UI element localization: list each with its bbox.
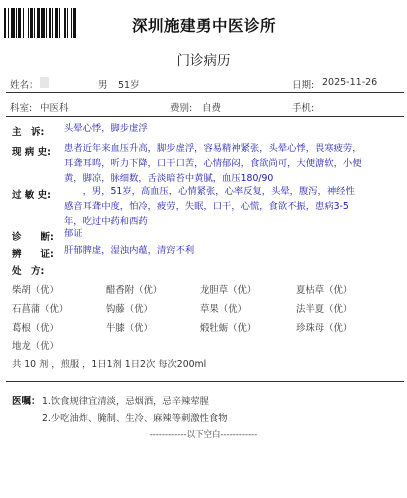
advice-label: 医嘱：: [12, 396, 41, 407]
present-illness-label: 现 病 史:: [12, 147, 51, 158]
patient-name-label: 姓名：: [10, 80, 39, 91]
herb-item: 煅牡蛎（优）: [200, 323, 257, 334]
present-illness-line: 黄，脚凉，脉细数，舌淡暗苔中黄腻，血压180/90: [64, 173, 274, 184]
herb-item: 柴胡（优）: [12, 285, 59, 296]
herb-item: 地龙（优）: [12, 341, 59, 352]
allergy-history-line: 感音耳聋中度，怕冷，疲劳，失眠，口干，心慌，食欲不振，患病3-5: [64, 201, 349, 212]
phone-label: 手机:: [292, 103, 315, 114]
divider-line: [6, 92, 404, 93]
fee-type-value: 自费: [202, 103, 222, 114]
advice-line: 2.少吃油炸、腌制、生冷、麻辣等刺激性食物: [42, 413, 228, 424]
divider-line: [6, 116, 404, 117]
herb-item: 草果（优）: [200, 304, 247, 315]
dosage-instructions: 共 10 剂 ，煎服 ，1日1剂 1日2次 每次200ml: [12, 359, 207, 370]
visit-date-value: 2025-11-26: [322, 77, 378, 88]
allergy-history-text: [64, 184, 402, 229]
chief-complaint-label: 主 诉:: [12, 127, 45, 138]
patient-age: 51岁: [118, 80, 140, 91]
barcode: [4, 8, 100, 38]
patient-gender: 男: [98, 80, 108, 91]
allergy-history-line: 年，吃过中药和西药: [64, 216, 148, 227]
document-title: 门诊病历: [176, 53, 231, 69]
herb-item: 醋香附（优）: [106, 285, 163, 296]
present-illness-line: 患者近年来血压升高，脚步虚浮，容易精神紧张，头晕心悸，畏寒疲劳，: [64, 143, 362, 154]
visit-date-label: 日期:: [292, 80, 315, 91]
present-illness-text: [64, 141, 402, 186]
herb-item: 龙胆草（优）: [200, 285, 257, 296]
fee-type-label: 费别:: [170, 103, 193, 114]
clinic-name: 深圳施建勇中医诊所: [132, 17, 277, 35]
herb-item: 法半夏（优）: [296, 304, 353, 315]
patient-name-value: [40, 77, 49, 88]
herb-item: 石菖蒲（优）: [12, 304, 69, 315]
herb-item: 珍珠母（优）: [296, 323, 353, 334]
prescription-label: 处 方:: [12, 266, 45, 277]
present-illness-line: 耳聋耳鸣，听力下降，口干口苦，心情郁闷，食欲尚可，大便溏软，小便: [64, 158, 362, 169]
syndrome-label: 辨 证:: [12, 249, 54, 260]
advice-line: 1.饮食规律宜清淡，忌烟酒，忌辛辣荤腥: [42, 396, 209, 407]
herb-item: 夏枯草（优）: [296, 285, 353, 296]
department-value: 中医科: [40, 103, 69, 114]
diagnosis-value: 郁证: [64, 228, 83, 239]
chief-complaint-value: 头晕心悸，脚步虚浮: [64, 123, 148, 134]
herb-item: 钩藤（优）: [106, 304, 153, 315]
divider-line: [6, 381, 404, 382]
herb-item: 牛膝（优）: [106, 323, 153, 334]
allergy-history-label: 过 敏 史:: [12, 190, 51, 201]
department-label: 科室:: [10, 103, 33, 114]
diagnosis-label: 诊 断:: [12, 232, 54, 243]
syndrome-value: 肝郁脾虚，湿浊内蕴，清窍不利: [64, 245, 195, 256]
herb-item: 葛根（优）: [12, 323, 59, 334]
end-marker: ------------以下空白------------: [149, 430, 258, 440]
allergy-history-line: ，男，51岁，高血压，心情紧张，心率反复，头晕，腹泻，神经性: [64, 186, 355, 197]
